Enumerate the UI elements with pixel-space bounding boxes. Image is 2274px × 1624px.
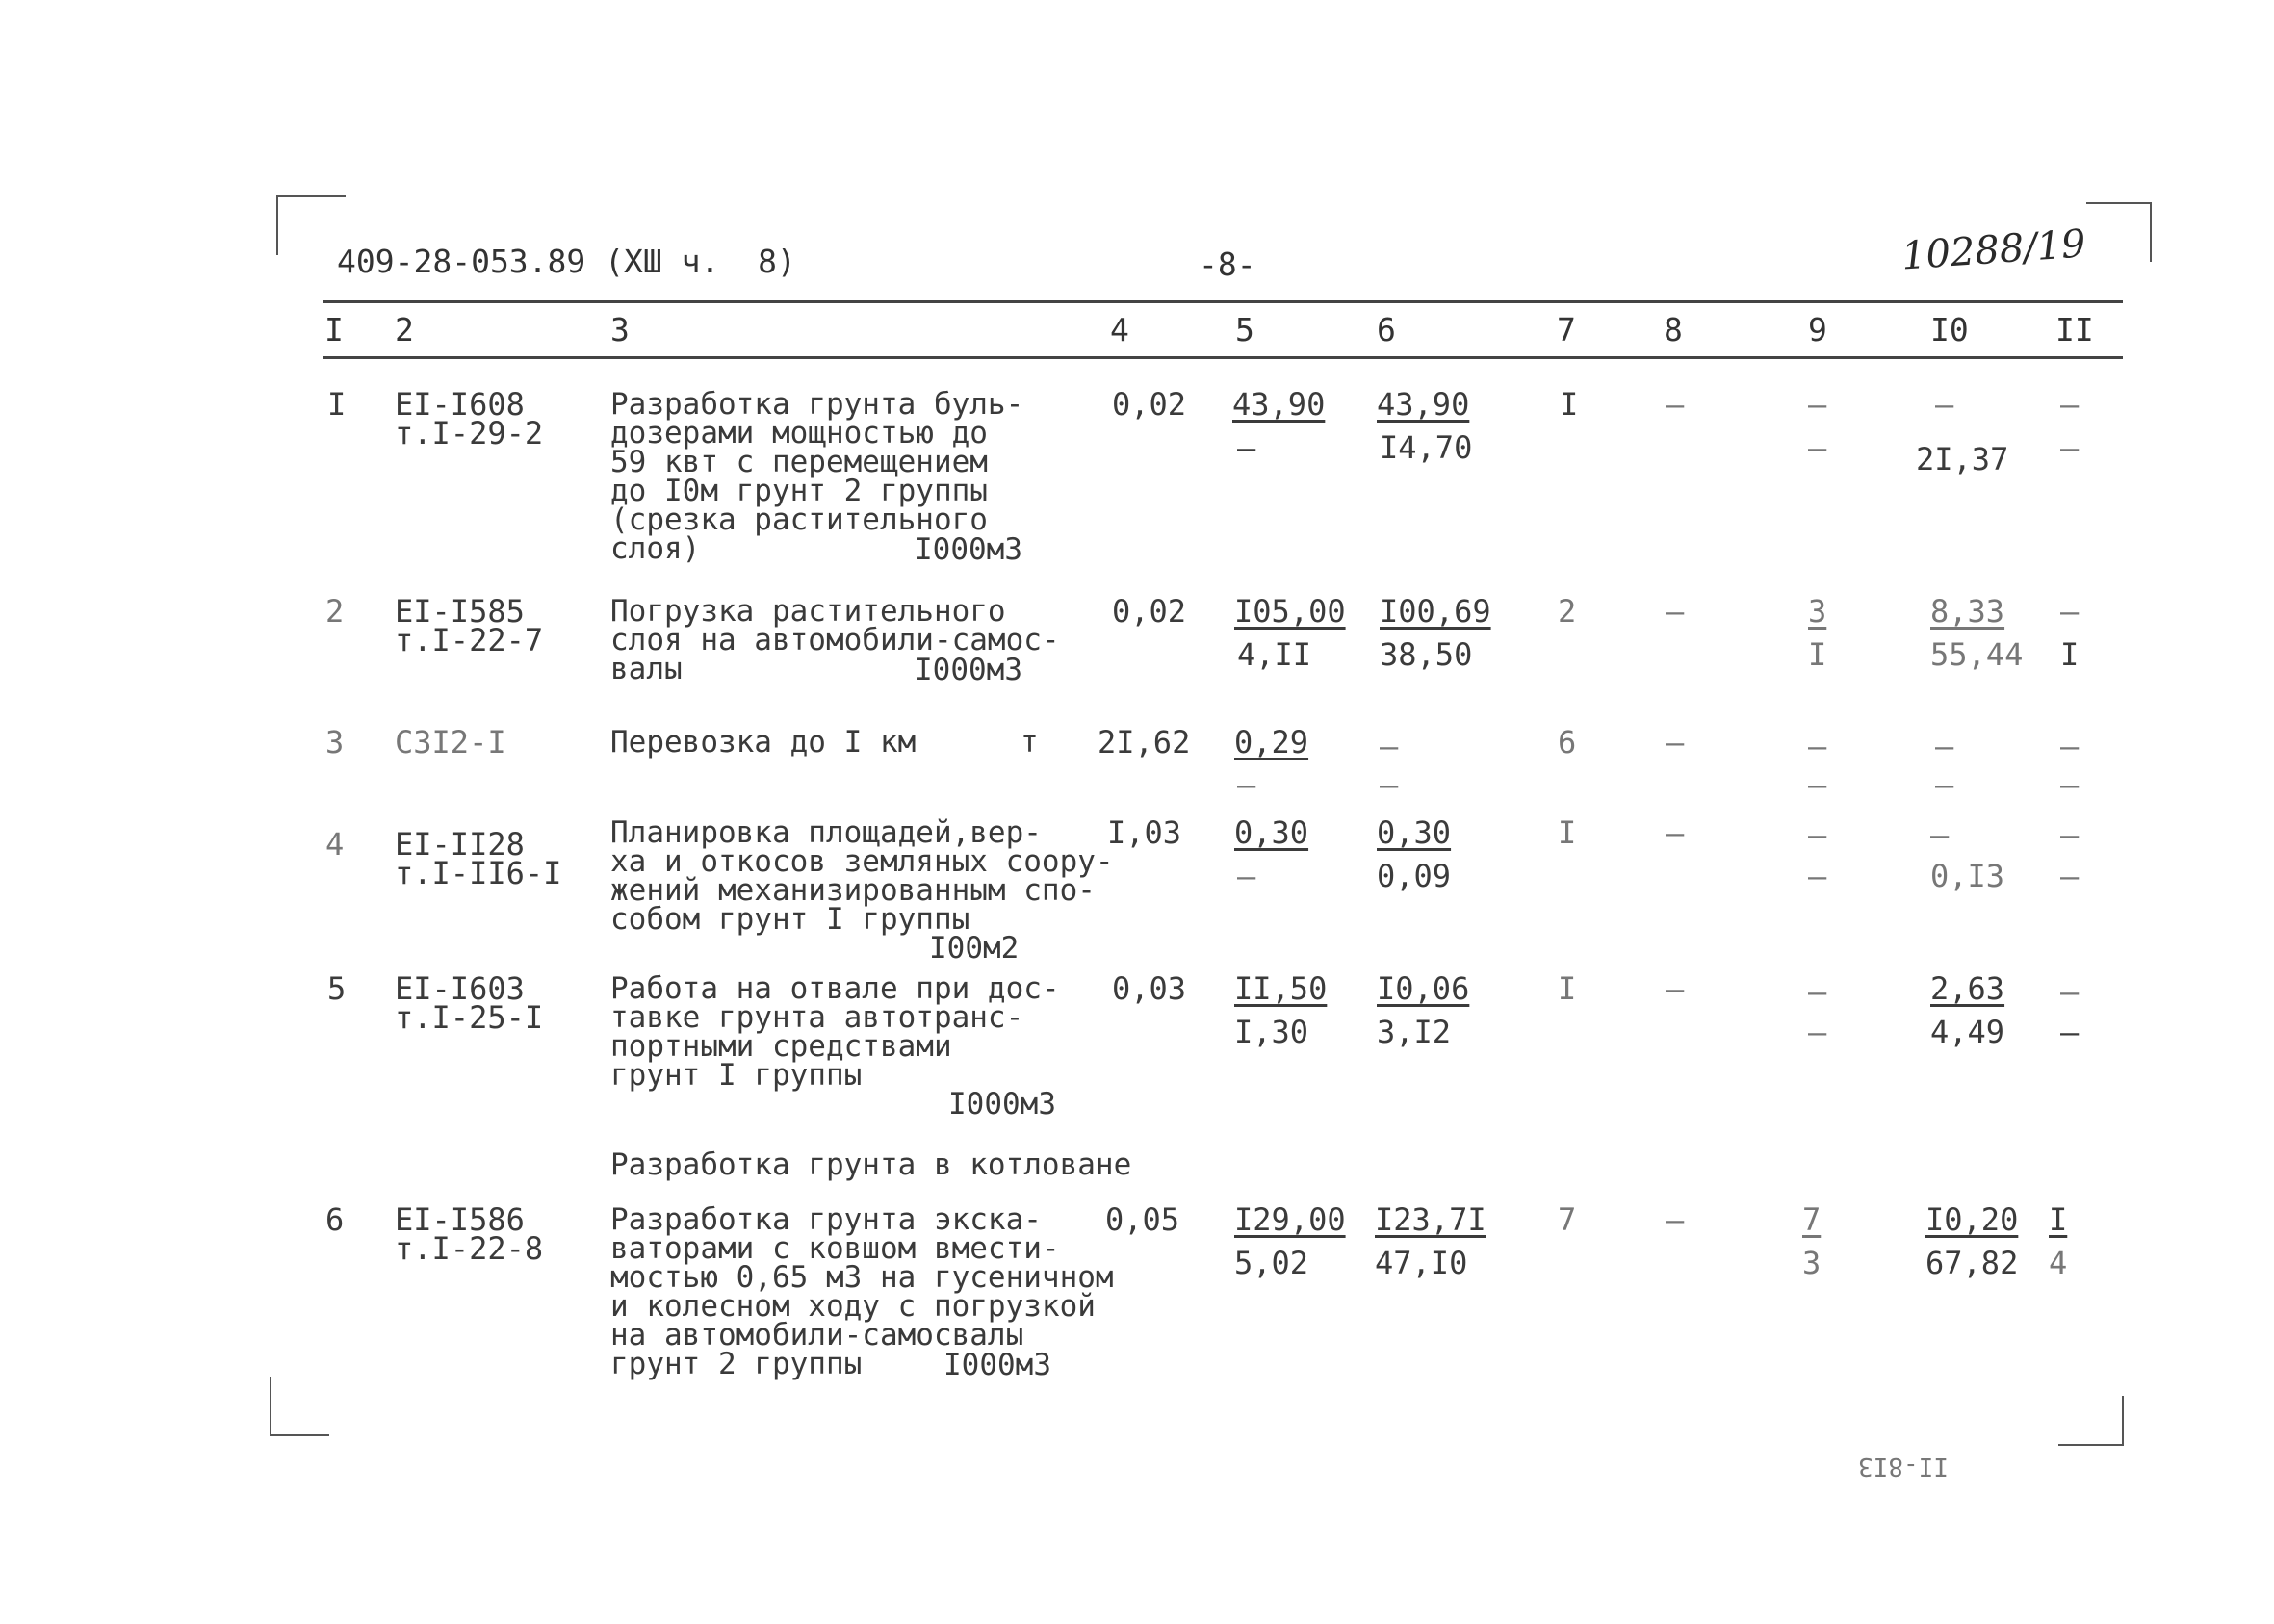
norm-table-ref: т.I-29-2 — [395, 415, 544, 451]
column-number: 8 — [1664, 311, 1683, 348]
norm-code: EI-II28 — [395, 826, 525, 863]
cost-value: 47,I0 — [1375, 1245, 1468, 1281]
corner-mark-bottom-right — [2058, 1396, 2124, 1446]
col9-value: – — [1808, 816, 1827, 853]
column-number: 3 — [610, 311, 630, 348]
col10-value: – — [1935, 728, 1954, 764]
col9-value: – — [1808, 728, 1827, 764]
col9-value: – — [1808, 1014, 1827, 1050]
row-number: 5 — [327, 970, 347, 1007]
col11-value: – — [2060, 429, 2080, 466]
column-number: I0 — [1930, 311, 1969, 348]
column-number: I — [324, 311, 344, 348]
norm-table-ref: т.I-22-7 — [395, 622, 544, 658]
work-description-line: слоя) — [610, 531, 701, 566]
row-number: 2 — [325, 593, 345, 630]
cost-value: 0,30 — [1377, 814, 1452, 851]
cost-value: I29,00 — [1234, 1201, 1346, 1238]
work-description-line: Разработка грунта буль- — [610, 387, 1024, 422]
cost-value: 43,90 — [1232, 386, 1326, 423]
col7-value: I — [1560, 386, 1579, 423]
col9-value: – — [1808, 973, 1827, 1010]
col8-value: – — [1666, 593, 1685, 630]
col11-value: – — [2060, 816, 2080, 853]
work-description-line: портными средствами — [610, 1029, 952, 1064]
header-bottom-rule — [323, 356, 2123, 359]
work-description-line: грунт 2 группы — [610, 1347, 863, 1381]
cost-value: I23,7I — [1375, 1201, 1486, 1238]
row-number: 6 — [325, 1201, 345, 1238]
col10-value: 2,63 — [1930, 970, 2005, 1007]
column-number: 7 — [1557, 311, 1576, 348]
work-description-line: дозерами мощностью до — [610, 416, 988, 451]
row-number: 4 — [325, 826, 345, 863]
col11-value: I — [2060, 636, 2080, 673]
header-top-rule — [323, 300, 2123, 303]
col11-value: – — [2060, 728, 2080, 764]
quantity: 0,03 — [1112, 970, 1187, 1007]
cost-value: I4,70 — [1380, 429, 1473, 466]
handwritten-signature: 10288/19 — [1899, 221, 2087, 279]
col7-value: 6 — [1558, 724, 1577, 760]
norm-table-ref: т.I-22-8 — [395, 1230, 544, 1267]
cost-value: 5,02 — [1234, 1245, 1309, 1281]
corner-mark-top-left — [276, 195, 346, 255]
column-number: 9 — [1808, 311, 1827, 348]
col11-value: – — [2060, 593, 2080, 630]
quantity: I,03 — [1107, 814, 1182, 851]
col11-value: – — [2060, 973, 2080, 1010]
work-description-line: грунт I группы — [610, 1058, 863, 1093]
row-number: 3 — [325, 724, 345, 760]
work-description-line: и колесном ходу с погрузкой — [610, 1289, 1096, 1324]
col9-value: – — [1808, 386, 1827, 423]
col8-value: – — [1666, 724, 1685, 760]
col10-value: – — [1935, 386, 1954, 423]
col10-value: 55,44 — [1930, 636, 2024, 673]
col8-value: – — [1666, 970, 1685, 1007]
col10-value: 8,33 — [1930, 593, 2005, 630]
norm-table-ref: т.I-II6-I — [395, 855, 562, 891]
quantity: 0,05 — [1105, 1201, 1180, 1238]
cost-value: I00,69 — [1380, 593, 1491, 630]
work-description-line: жений механизированным спо- — [610, 873, 1096, 908]
work-description-line: (срезка растительного — [610, 503, 988, 537]
col10-value: 2I,37 — [1916, 441, 2009, 477]
col10-value: 0,I3 — [1930, 858, 2005, 894]
column-number: 5 — [1235, 311, 1254, 348]
col10-value: – — [1935, 766, 1954, 803]
quantity: 2I,62 — [1098, 724, 1191, 760]
col7-value: I — [1558, 970, 1577, 1007]
norm-code: C3I2-I — [395, 724, 506, 760]
norm-code: EI-I586 — [395, 1201, 525, 1238]
col7-value: I — [1558, 814, 1577, 851]
work-description-line: ха и откосов земляных соору- — [610, 844, 1114, 879]
cost-value: 4,II — [1237, 636, 1312, 673]
col9-value: – — [1808, 429, 1827, 466]
col10-value: – — [1930, 816, 1950, 853]
corner-mark-top-right — [2086, 202, 2152, 262]
work-description-line: Перевозка до I км — [610, 725, 917, 760]
work-description-line: ваторами с ковшом вмести- — [610, 1231, 1060, 1266]
cost-value: 3,I2 — [1377, 1014, 1452, 1050]
cost-value: – — [1237, 766, 1256, 803]
section-heading: Разработка грунта в котловане — [610, 1147, 1132, 1182]
norm-code: EI-I585 — [395, 593, 525, 630]
document-code: 409-28-053.89 (XШ ч. 8) — [337, 243, 796, 280]
cost-value: 0,09 — [1377, 858, 1452, 894]
cost-value: I05,00 — [1234, 593, 1346, 630]
unit-of-measure: I000м3 — [915, 532, 1022, 567]
col9-value: – — [1808, 766, 1827, 803]
work-description-line: 59 квт с перемещением — [610, 445, 988, 479]
col11-value: – — [2060, 386, 2080, 423]
cost-value: 43,90 — [1377, 386, 1470, 423]
work-description-line: до I0м грунт 2 группы — [610, 474, 988, 508]
work-description-line: собом грунт I группы — [610, 902, 970, 937]
footer-archive-mark: II-8I3 — [1858, 1452, 1949, 1481]
col10-value: 67,82 — [1925, 1245, 2019, 1281]
unit-of-measure: I00м2 — [929, 931, 1020, 966]
corner-mark-bottom-left — [270, 1377, 329, 1436]
norm-code: EI-I608 — [395, 386, 525, 423]
col8-value: – — [1666, 1201, 1685, 1238]
quantity: 0,02 — [1112, 386, 1187, 423]
norm-table-ref: т.I-25-I — [395, 999, 544, 1036]
unit-of-measure: I000м3 — [948, 1087, 1056, 1121]
col11-value: – — [2060, 1014, 2080, 1050]
work-description-line: валы — [610, 652, 683, 686]
col11-value: I — [2049, 1201, 2068, 1238]
col9-value: 7 — [1802, 1201, 1822, 1238]
cost-value: I0,06 — [1377, 970, 1470, 1007]
unit-of-measure: I000м3 — [943, 1348, 1051, 1382]
col11-value: 4 — [2049, 1245, 2068, 1281]
column-number: II — [2055, 311, 2094, 348]
work-description-line: мостью 0,65 м3 на гусеничном — [610, 1260, 1114, 1295]
col8-value: – — [1666, 814, 1685, 851]
work-description-line: Разработка грунта экска- — [610, 1202, 1042, 1237]
norm-code: EI-I603 — [395, 970, 525, 1007]
col9-value: 3 — [1802, 1245, 1822, 1281]
cost-value: – — [1380, 728, 1399, 764]
cost-value: 38,50 — [1380, 636, 1473, 673]
col9-value: I — [1808, 636, 1827, 673]
row-number: I — [327, 386, 347, 423]
work-description-line: Планировка площадей,вер- — [610, 815, 1042, 850]
work-description-line: Работа на отвале при дос- — [610, 971, 1060, 1006]
column-number: 2 — [395, 311, 414, 348]
col10-value: 4,49 — [1930, 1014, 2005, 1050]
cost-value: 0,30 — [1234, 814, 1309, 851]
col9-value: 3 — [1808, 593, 1827, 630]
page-number: -8- — [1199, 245, 1256, 283]
cost-value: – — [1380, 766, 1399, 803]
work-description-line: слоя на автомобили-самос- — [610, 623, 1060, 657]
cost-value: II,50 — [1234, 970, 1328, 1007]
cost-value: – — [1237, 858, 1256, 894]
col11-value: – — [2060, 858, 2080, 894]
work-description-line: Погрузка растительного — [610, 594, 1006, 629]
col8-value: – — [1666, 386, 1685, 423]
cost-value: I,30 — [1234, 1014, 1309, 1050]
column-number: 4 — [1110, 311, 1129, 348]
cost-value: 0,29 — [1234, 724, 1309, 760]
work-description-line: тавке грунта автотранс- — [610, 1000, 1024, 1035]
col10-value: I0,20 — [1925, 1201, 2019, 1238]
column-number: 6 — [1377, 311, 1396, 348]
cost-value: – — [1237, 429, 1256, 466]
quantity: 0,02 — [1112, 593, 1187, 630]
col9-value: – — [1808, 858, 1827, 894]
col7-value: 7 — [1558, 1201, 1577, 1238]
col11-value: – — [2060, 766, 2080, 803]
work-description-line: на автомобили-самосвалы — [610, 1318, 1024, 1353]
unit-of-measure: I000м3 — [915, 653, 1022, 687]
col7-value: 2 — [1558, 593, 1577, 630]
unit-of-measure: т — [1021, 725, 1039, 760]
